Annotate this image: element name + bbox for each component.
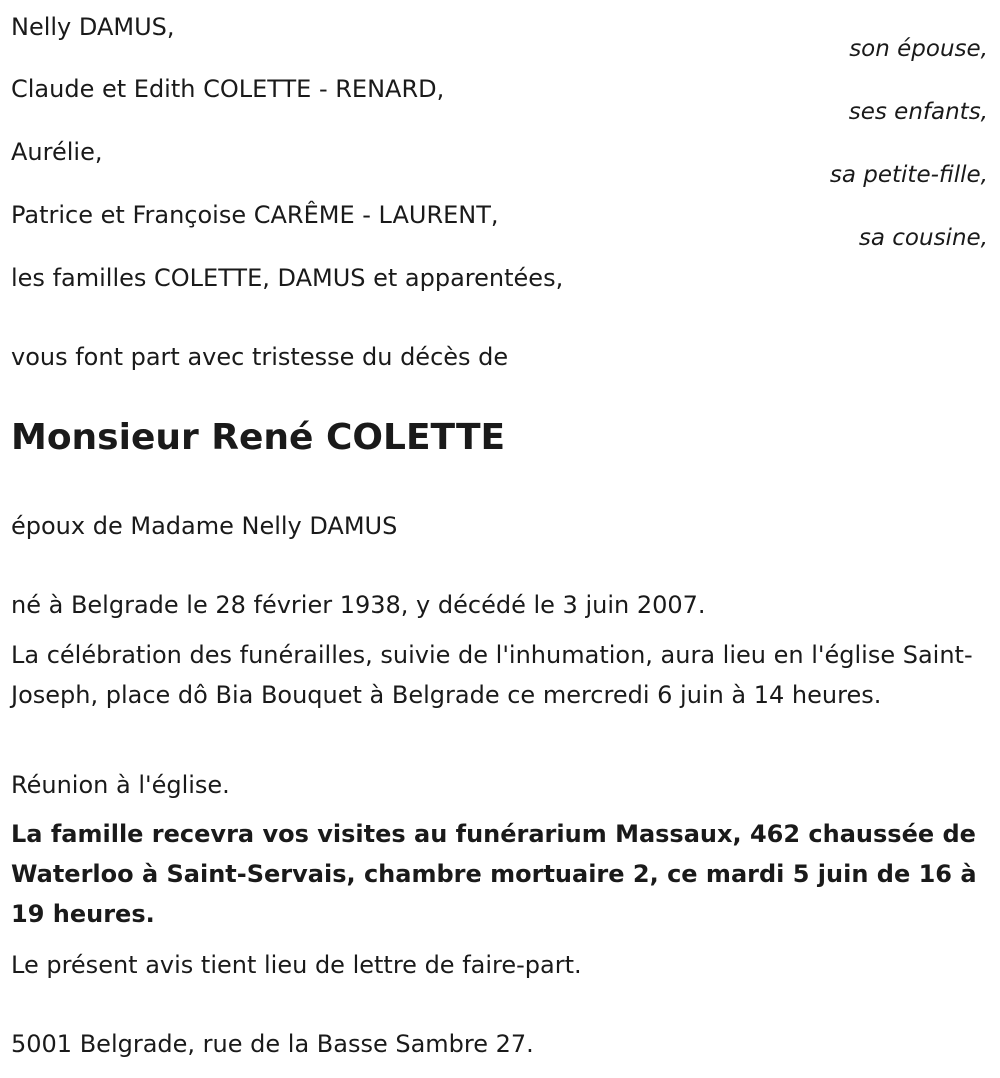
- birth-death-line: né à Belgrade le 28 février 1938, y décédé le 3 juin 2007.: [11, 591, 706, 619]
- address-line: 5001 Belgrade, rue de la Basse Sambre 27.: [11, 1030, 534, 1058]
- deceased-name: Monsieur René COLETTE: [11, 417, 506, 458]
- announcer-relation-2: ses enfants,: [848, 99, 988, 125]
- funeral-paragraph: La célébration des funérailles, suivie de l'inhumation, aura lieu en l'église Saint-Joseph, place dô Bia Bouquet à Belgrade ce mercredi 6 juin à 14 heures.: [11, 641, 973, 709]
- announcer-name-1: Nelly DAMUS,: [11, 13, 175, 41]
- spouse-line: époux de Madame Nelly DAMUS: [11, 512, 398, 540]
- announcer-name-2: Claude et Edith COLETTE - RENARD,: [11, 75, 445, 103]
- notice-line: Le présent avis tient lieu de lettre de faire-part.: [11, 951, 582, 979]
- intro-text: vous font part avec tristesse du décès de: [11, 343, 509, 371]
- visits-paragraph: La famille recevra vos visites au funérarium Massaux, 462 chaussée de Waterloo à Saint-Servais, chambre mortuaire 2, ce mardi 5 juin de 16 à 19 heures.: [11, 820, 977, 928]
- announcer-relation-1: son épouse,: [849, 36, 988, 62]
- meeting-line: Réunion à l'église.: [11, 771, 230, 799]
- announcer-name-5: les familles COLETTE, DAMUS et apparentées,: [11, 264, 564, 292]
- announcer-relation-4: sa cousine,: [858, 225, 988, 251]
- announcer-name-3: Aurélie,: [11, 138, 103, 166]
- announcer-name-4: Patrice et Françoise CARÊME - LAURENT,: [11, 201, 499, 229]
- announcer-relation-3: sa petite-fille,: [829, 162, 988, 188]
